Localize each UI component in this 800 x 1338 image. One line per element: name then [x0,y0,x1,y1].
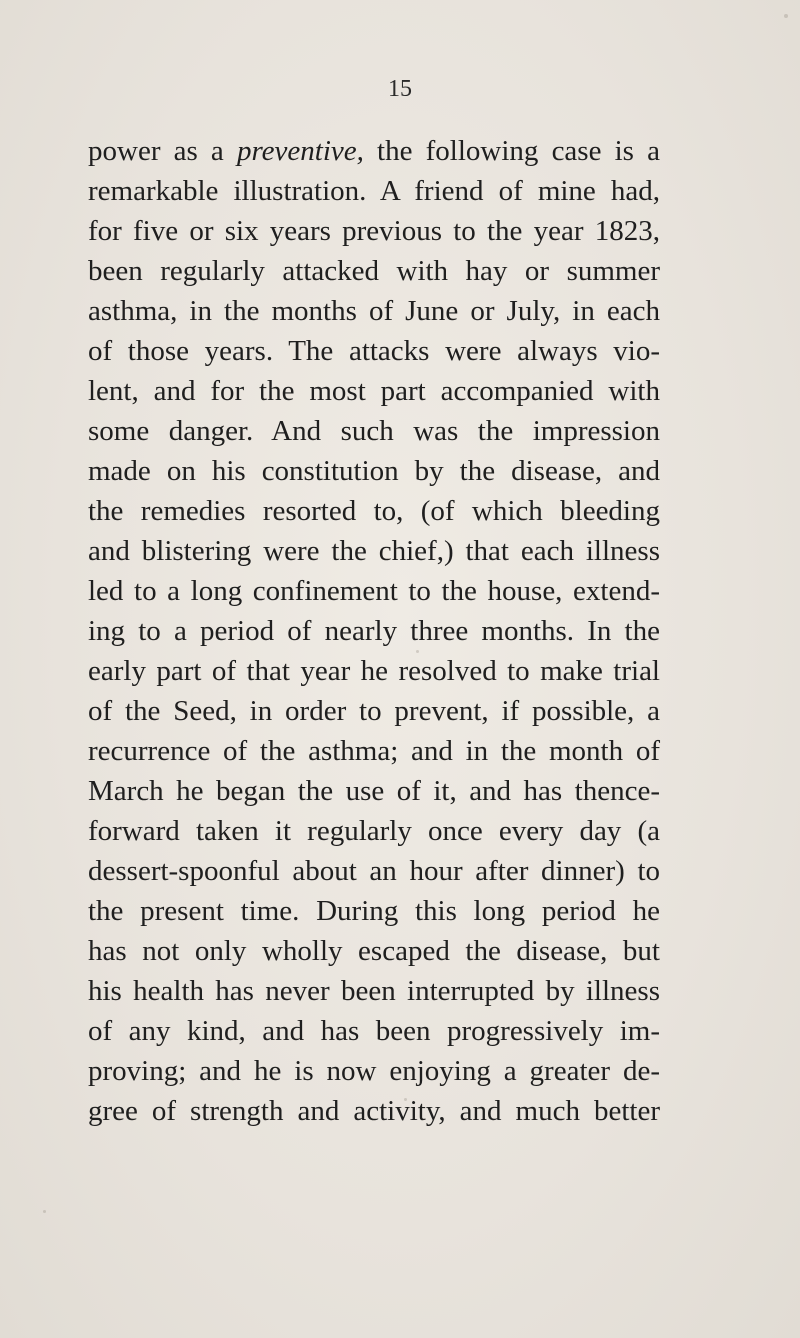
line-1-after: the following case is a [363,135,660,167]
text-line-8: some danger. And such was the impression [88,415,660,447]
text-line-4: been regularly attacked with hay or summer [88,255,660,287]
text-line-16: recurrence of the asthma; and in the month of [88,735,660,767]
text-line-6: of those years. The attacks were always vio- [88,335,660,367]
line-1-before: power as a [88,135,237,167]
text-line-3: for five or six years previous to the year 1823, [88,215,660,247]
page-number: 15 [388,76,412,102]
text-line-7: lent, and for the most part accompanied with [88,375,660,407]
text-line-25: gree of strength and activity, and much better [88,1095,660,1127]
text-line-5: asthma, in the months of June or July, in each [88,295,660,327]
text-line-1 [88,131,660,171]
text-line-11: and blistering were the chief,) that each illness [88,535,660,567]
text-line-14: early part of that year he resolved to make trial [88,655,660,687]
text-line-19: dessert-spoonful about an hour after dinner) to [88,855,660,887]
text-line-21: has not only wholly escaped the disease, but [88,935,660,967]
text-line-23: of any kind, and has been progressively im- [88,1015,660,1047]
text-line-13: ing to a period of nearly three months. In the [88,615,660,647]
emphasized-word: preventive, [236,135,364,167]
paper-speck [784,14,788,18]
text-line-20: the present time. During this long period he [88,895,660,927]
text-line-18: forward taken it regularly once every day (a [88,815,660,847]
text-line-9: made on his constitution by the disease, and [88,455,660,487]
paper-speck [43,1210,46,1213]
paper-speck [404,1098,407,1101]
text-line-22: his health has never been interrupted by illness [88,975,660,1007]
text-line-12: led to a long confinement to the house, extend- [88,575,660,607]
text-line-2: remarkable illustration. A friend of mine had, [88,175,660,207]
text-line-24: proving; and he is now enjoying a greater de- [88,1055,660,1087]
text-line-10: the remedies resorted to, (of which bleeding [88,495,660,527]
paper-speck [416,650,419,653]
text-line-17: March he began the use of it, and has thence- [88,775,660,807]
text-line-15: of the Seed, in order to prevent, if possible, a [88,695,660,727]
